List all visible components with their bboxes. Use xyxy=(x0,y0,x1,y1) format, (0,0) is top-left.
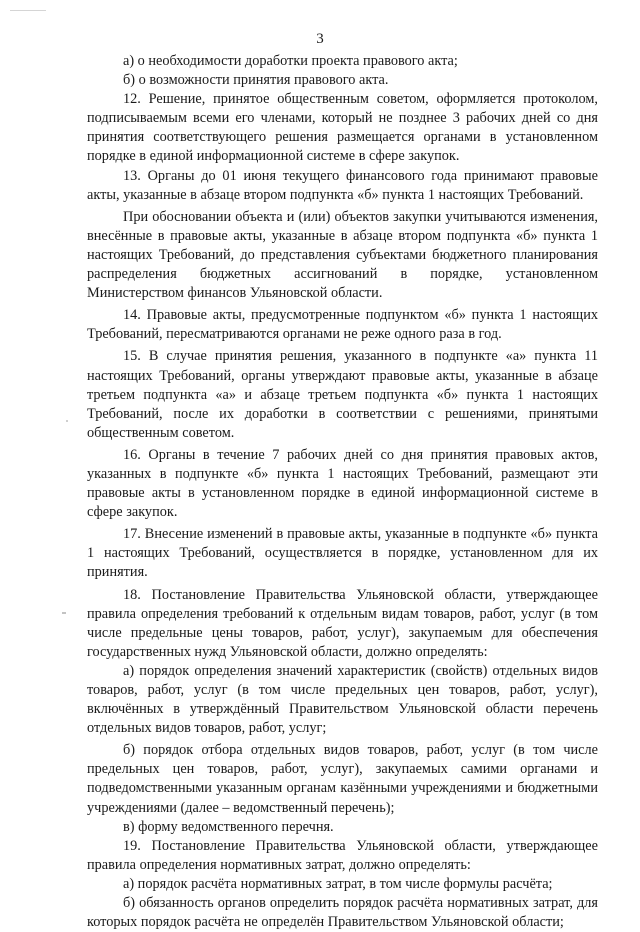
paragraph-item-a-rework: а) о необходимости доработки проекта правового акта; xyxy=(123,53,458,69)
scan-speck xyxy=(66,420,68,422)
paragraph-17: 17. Внесение изменений в правовые акты, указанные в подпункте «б» пункта 1 настоящих Требований, осуществляется в порядке, установленном для их принятия. xyxy=(87,526,598,581)
scan-speck xyxy=(10,10,46,11)
page-number: 3 xyxy=(316,31,324,47)
paragraph-item-b-adopt: б) о возможности принятия правового акта. xyxy=(123,72,389,89)
paragraph-18-b: б) порядок отбора отдельных видов товаров, работ, услуг (в том числе предельных цен товаров, работ, услуг), закупаемых самими органами и подведомственными указанным органам казёнными учреждениями и бюджетными учреждениями (далее – ведомственный перечень); xyxy=(87,742,598,816)
paragraph-19: 19. Постановление Правительства Ульяновской области, утверждающее правила определения нормативных затрат, должно определять: xyxy=(87,837,598,873)
paragraph-19-b: б) обязанность органов определить порядок расчёта нормативных затрат, для которых порядок расчёта не определён Правительством Ульяновской области; xyxy=(87,895,598,931)
paragraph-18-v: в) форму ведомственного перечня. xyxy=(123,818,334,835)
paragraph-13: 13. Органы до 01 июня текущего финансового года принимают правовые акты, указанные в абзаце втором подпункта «б» пункта 1 настоящих Требований. xyxy=(87,167,598,203)
paragraph-15: 15. В случае принятия решения, указанного в подпункте «а» пункта 11 настоящих Требований, органы утверждают правовые акты, указанные в абзаце третьем подпункта «а» и абзаце третьем подпункта «б» пункта 1 настоящих Требований, после их доработки в соответствии с решениями, принятыми общественным советом. xyxy=(87,348,598,441)
paragraph-14: 14. Правовые акты, предусмотренные подпунктом «б» пункта 1 настоящих Требований, пересматриваются органами не реже одного раза в год. xyxy=(87,307,598,343)
scan-speck xyxy=(62,612,66,614)
paragraph-13-justification: При обосновании объекта и (или) объектов закупки учитываются изменения, внесённые в правовые акты, указанные в абзаце втором подпункта «б» пункта 1 настоящих Требований, до представления субъектами бюджетного планирования распределения бюджетных ассигнований в порядке, установленном Министерством финансов Ульяновской области. xyxy=(87,208,598,302)
document-body xyxy=(87,52,598,932)
paragraph-18: 18. Постановление Правительства Ульяновской области, утверждающее правила определения требований к отдельным видам товаров, работ, услуг (в том числе предельные цены товаров, работ, услуг), закупаемым для обеспечения государственных нужд Ульяновской области, должно определять: xyxy=(87,586,598,660)
paragraph-18-a: а) порядок определения значений характеристик (свойств) отдельных видов товаров, работ, услуг (в том числе предельных цен товаров, работ, услуг), включённых в утверждённый Правительством Ульяновской области перечень отдельных видов товаров, работ, услуг; xyxy=(87,662,598,737)
paragraph-19-a: а) порядок расчёта нормативных затрат, в том числе формулы расчёта; xyxy=(123,875,553,892)
paragraph-16: 16. Органы в течение 7 рабочих дней со дня принятия правовых актов, указанных в подпункте «б» пункта 1 настоящих Требований, размещают эти правовые акты в установленном порядке в единой информационной системе в сфере закупок. xyxy=(87,446,598,521)
paragraph-12: 12. Решение, принятое общественным советом, оформляется протоколом, подписываемым всеми его членами, который не позднее 3 рабочих дней со дня принятия соответствующего решения размещается органами в установленном порядке в единой информационной системе в сфере закупок. xyxy=(87,91,598,165)
